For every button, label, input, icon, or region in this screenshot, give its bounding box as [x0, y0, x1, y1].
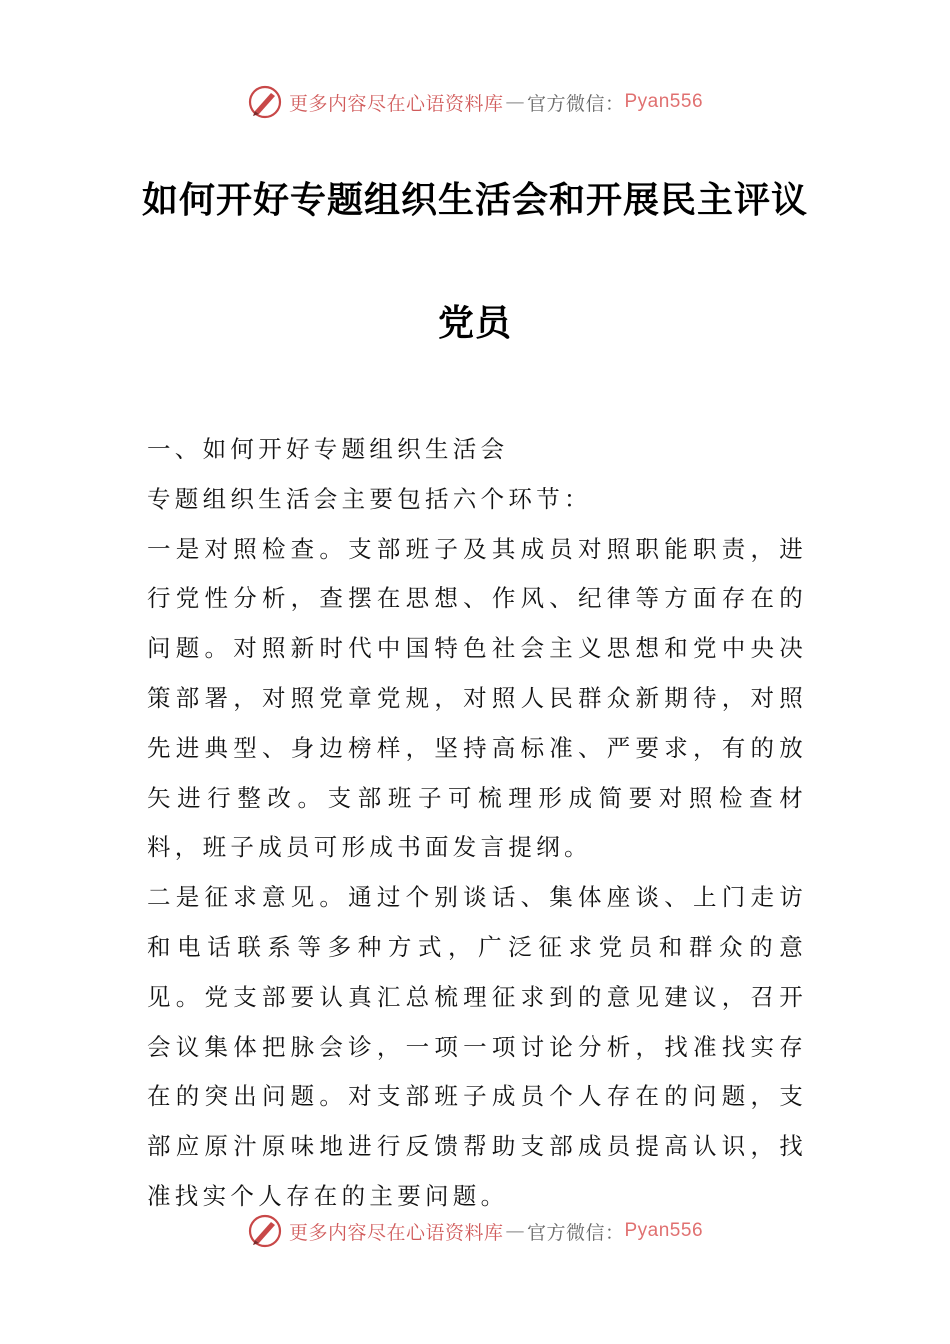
banner-prefix: 更多内容尽在心语资料库: [288, 1221, 504, 1244]
section-heading: 一、如何开好专题组织生活会: [147, 435, 509, 463]
pen-logo-icon: [247, 84, 283, 120]
banner-middle: 官方微信：: [526, 92, 625, 115]
footer-watermark-banner: [0, 1211, 950, 1251]
document-body: [147, 425, 807, 1222]
banner-dash: —: [505, 91, 525, 113]
banner-middle: 官方微信：: [526, 1221, 625, 1244]
paragraph-intro: 专题组织生活会主要包括六个环节：: [147, 484, 592, 513]
paragraph-step-2: 二是征求意见。通过个别谈话、集体座谈、上门走访和电话联系等多种方式，广泛征求党员和群众的意见。党支部要认真汇总梳理征求到的意见建议，召开会议集体把脉会诊，一项一项讨论分析，找准找实存在的突出问题。对支部班子成员个人存在的问题，支部应原汁原味地进行反馈帮助支部成员提高认识，找准找实个人存在的主要问题。: [147, 883, 807, 1210]
paragraph-step-1: 一是对照检查。支部班子及其成员对照职能职责，进行党性分析，查摆在思想、作风、纪律等方面存在的问题。对照新时代中国特色社会主义思想和党中央决策部署，对照党章党规，对照人民群众新期待，对照先进典型、身边榜样，坚持高标准、严要求，有的放矢进行整改。支部班子可梳理形成简要对照检查材料，班子成员可形成书面发言提纲。: [147, 534, 807, 862]
banner-wechat-id: Pyan556: [624, 1220, 704, 1241]
pen-logo-icon: [247, 1213, 283, 1249]
banner-wechat-id: Pyan556: [624, 91, 704, 112]
header-watermark-banner: [0, 82, 950, 122]
document-title-line-1: 如何开好专题组织生活会和开展民主评议: [141, 180, 808, 221]
banner-prefix: 更多内容尽在心语资料库: [288, 92, 504, 115]
banner-dash: —: [505, 1220, 525, 1242]
document-title-line-2: 党员: [437, 303, 512, 344]
